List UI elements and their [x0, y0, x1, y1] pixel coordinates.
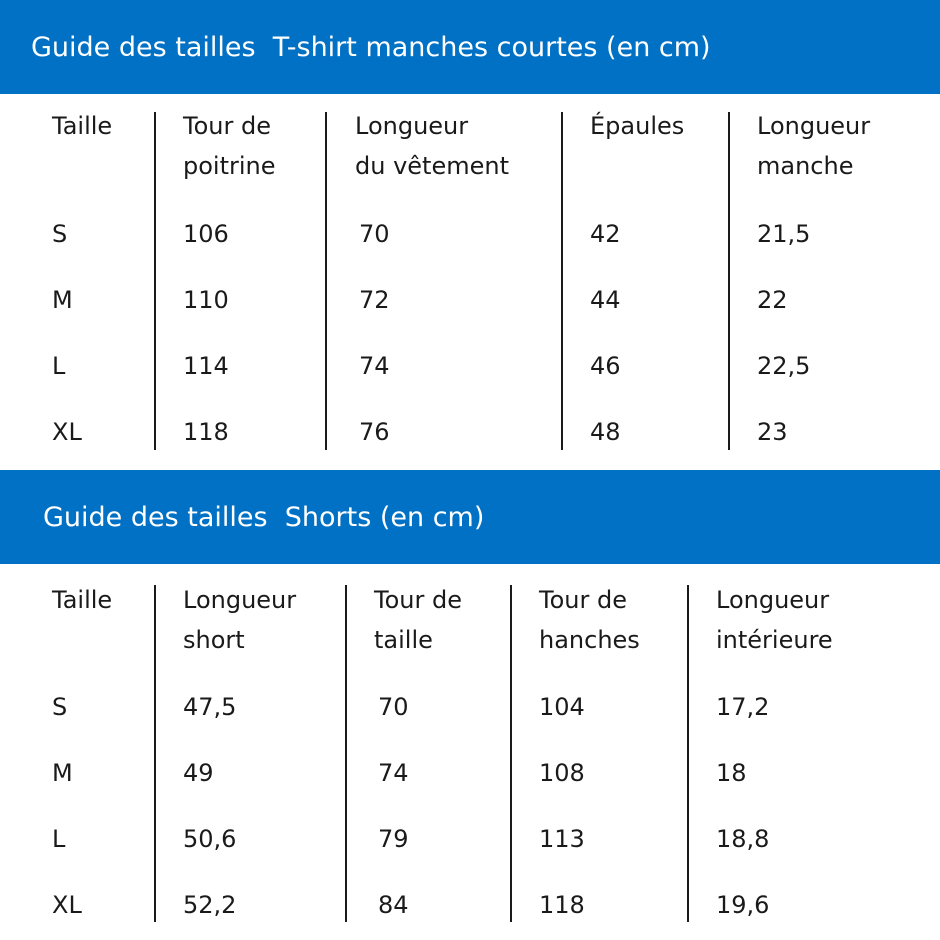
tshirt-table-cell: 114	[183, 352, 229, 380]
shorts-table-cell: 17,2	[716, 693, 770, 721]
shorts-table-cell: 104	[539, 693, 585, 721]
tshirt-title: Guide des tailles T-shirt manches courtes (en cm)	[31, 31, 711, 63]
tshirt-table-cell: 22	[757, 286, 788, 314]
tshirt-table-cell: 42	[590, 220, 621, 248]
shorts-column-divider	[345, 585, 347, 922]
tshirt-column-divider	[561, 112, 563, 450]
tshirt-header-col-0	[52, 106, 112, 146]
shorts-table-cell: 108	[539, 759, 585, 787]
tshirt-header-col-1-line-0: Tour de	[183, 112, 271, 140]
shorts-size-label: L	[52, 825, 66, 853]
tshirt-column-divider	[728, 112, 730, 450]
shorts-table-cell: 47,5	[183, 693, 237, 721]
tshirt-table-cell: 72	[359, 286, 390, 314]
shorts-header-col-0	[52, 580, 112, 620]
tshirt-table-cell: 48	[590, 418, 621, 446]
shorts-table-cell: 50,6	[183, 825, 237, 853]
shorts-header-col-2	[374, 580, 462, 660]
tshirt-header-col-2-line-0: Longueur	[355, 112, 469, 140]
tshirt-table-cell: 21,5	[757, 220, 811, 248]
shorts-table-cell: 118	[539, 891, 585, 919]
tshirt-table-cell: 110	[183, 286, 229, 314]
shorts-table-cell: 70	[378, 693, 409, 721]
tshirt-table-cell: 70	[359, 220, 390, 248]
shorts-header-col-1-line-0: Longueur	[183, 586, 297, 614]
shorts-table-cell: 19,6	[716, 891, 770, 919]
shorts-header-col-3	[539, 580, 640, 660]
tshirt-size-label: L	[52, 352, 66, 380]
tshirt-header-col-4-line-0: Longueur	[757, 112, 871, 140]
tshirt-table-cell: 22,5	[757, 352, 811, 380]
tshirt-header-col-1-line-1: poitrine	[183, 152, 276, 180]
shorts-header-col-2-line-0: Tour de	[374, 586, 462, 614]
tshirt-header-col-4-line-1: manche	[757, 152, 854, 180]
tshirt-table-cell: 23	[757, 418, 788, 446]
shorts-header-col-4-line-1: intérieure	[716, 626, 833, 654]
tshirt-header-col-0-line-0: Taille	[52, 112, 113, 140]
shorts-header-col-2-line-1: taille	[374, 626, 433, 654]
shorts-header-col-4	[716, 580, 833, 660]
shorts-table-cell: 52,2	[183, 891, 237, 919]
tshirt-column-divider	[325, 112, 327, 450]
shorts-table-cell: 113	[539, 825, 585, 853]
shorts-header-col-3-line-0: Tour de	[539, 586, 627, 614]
shorts-header-col-3-line-1: hanches	[539, 626, 640, 654]
shorts-header-col-1-line-1: short	[183, 626, 245, 654]
tshirt-header-col-3-line-0: Épaules	[590, 112, 685, 140]
tshirt-header-col-2-line-1: du vêtement	[355, 152, 509, 180]
shorts-size-label: M	[52, 759, 73, 787]
shorts-header-col-4-line-0: Longueur	[716, 586, 830, 614]
shorts-title-banner	[0, 470, 940, 564]
tshirt-header-col-2	[355, 106, 509, 186]
shorts-table-cell: 79	[378, 825, 409, 853]
shorts-header-col-1	[183, 580, 296, 660]
shorts-title: Guide des tailles Shorts (en cm)	[43, 501, 485, 533]
tshirt-column-divider	[154, 112, 156, 450]
tshirt-size-label: M	[52, 286, 73, 314]
tshirt-title-banner	[0, 0, 940, 94]
tshirt-size-label: S	[52, 220, 68, 248]
shorts-table-cell: 74	[378, 759, 409, 787]
shorts-size-label: XL	[52, 891, 82, 919]
shorts-table-cell: 49	[183, 759, 214, 787]
tshirt-size-label: XL	[52, 418, 82, 446]
tshirt-table-cell: 118	[183, 418, 229, 446]
tshirt-header-col-1	[183, 106, 276, 186]
shorts-column-divider	[510, 585, 512, 922]
tshirt-table-cell: 76	[359, 418, 390, 446]
tshirt-table-cell: 44	[590, 286, 621, 314]
tshirt-header-col-4	[757, 106, 870, 186]
shorts-header-col-0-line-0: Taille	[52, 586, 113, 614]
shorts-table-cell: 18	[716, 759, 747, 787]
tshirt-header-col-3	[590, 106, 684, 146]
shorts-table-cell: 84	[378, 891, 409, 919]
tshirt-table-cell: 46	[590, 352, 621, 380]
shorts-column-divider	[154, 585, 156, 922]
shorts-table-cell: 18,8	[716, 825, 770, 853]
shorts-size-label: S	[52, 693, 68, 721]
tshirt-table-cell: 106	[183, 220, 229, 248]
shorts-column-divider	[687, 585, 689, 922]
tshirt-table-cell: 74	[359, 352, 390, 380]
